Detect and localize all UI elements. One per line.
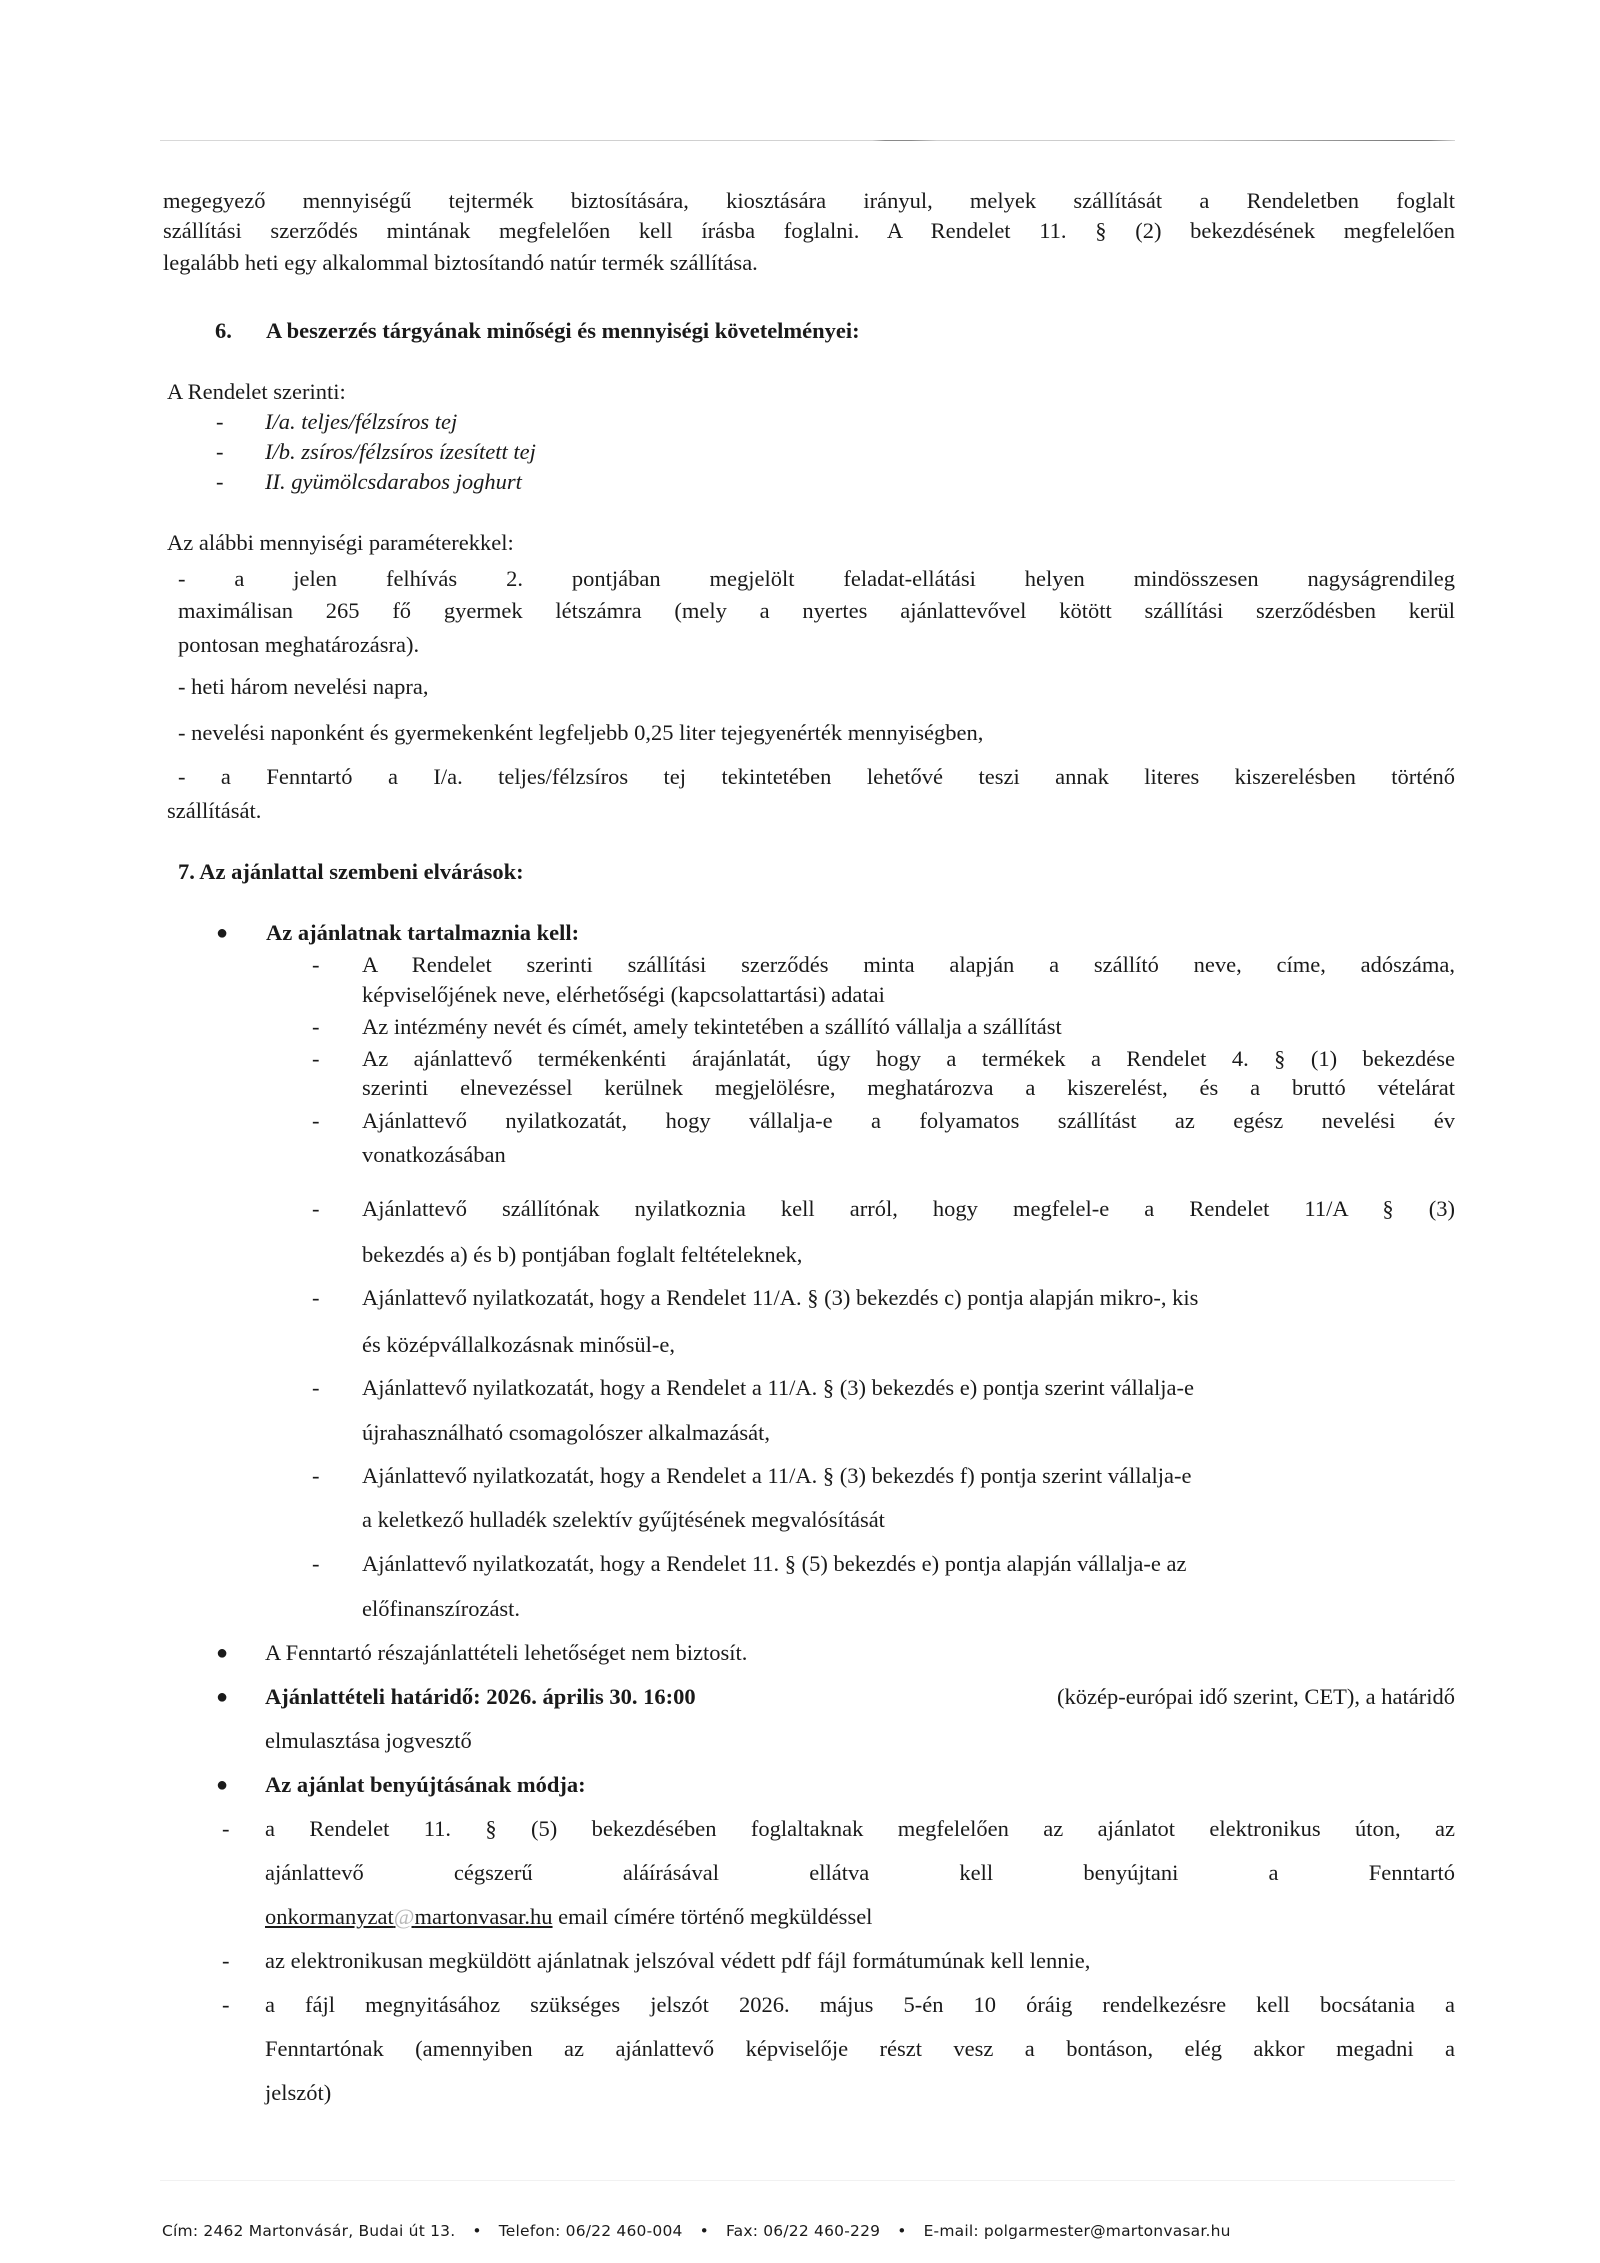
- email-domain: martonvasar.hu: [414, 1904, 553, 1929]
- section7-title: 7. Az ajánlattal szembeni elvárások:: [178, 859, 524, 884]
- content-item-cont: bekezdés a) és b) pontjában foglalt feltételeknek,: [362, 1242, 803, 1267]
- dash-marker: -: [222, 1992, 230, 2017]
- dash-marker: -: [216, 469, 224, 494]
- dash-marker: -: [216, 409, 224, 434]
- deadline-rest: (közép-európai idő szerint, CET), a határidő: [1057, 1684, 1455, 1709]
- email-at: @: [393, 1904, 415, 1929]
- footer-phone: Telefon: 06/22 460-004: [498, 2222, 683, 2240]
- content-item: A Rendelet szerinti szállítási szerződés minta alapján a szállító neve, címe, adószáma,: [362, 952, 1455, 977]
- content-item: Ajánlattevő nyilatkozatát, hogy a Rendelet 11/A. § (3) bekezdés c) pontja alapján mikro-, kis: [362, 1285, 1199, 1310]
- param-line: - a jelen felhívás 2. pontjában megjelölt feladat-ellátási helyen mindösszesen nagyságrendileg: [178, 566, 1455, 591]
- dash-marker: -: [312, 1014, 320, 1039]
- email-line-rest: email címére történő megküldéssel: [552, 1904, 873, 1929]
- footer-separator: •: [897, 2222, 907, 2240]
- content-item: Ajánlattevő nyilatkozatát, hogy a Rendelet a 11/A. § (3) bekezdés f) pontja szerint vállalja-e: [362, 1463, 1192, 1488]
- content-item-cont: és középvállalkozásnak minősül-e,: [362, 1332, 676, 1357]
- content-item: Ajánlattevő nyilatkozatát, hogy a Rendelet a 11/A. § (3) bekezdés e) pontja szerint vállalja-e: [362, 1375, 1194, 1400]
- deadline-line-2: elmulasztása jogvesztő: [265, 1728, 472, 1753]
- footer-separator: •: [699, 2222, 709, 2240]
- section6-number: 6.: [215, 318, 232, 343]
- param-line: - a Fenntartó a I/a. teljes/félzsíros tej tekintetében lehetővé teszi annak literes kiszerelésben történő: [178, 764, 1455, 789]
- bullet-marker: ●: [216, 1642, 229, 1664]
- dash-marker: -: [312, 1551, 320, 1576]
- content-item-cont: a keletkező hulladék szelektív gyűjtésének megvalósítását: [362, 1507, 885, 1532]
- content-item-cont: szerinti elnevezéssel kerülnek megjelölésre, meghatározva a kiszerelést, és a bruttó vételárat: [362, 1075, 1455, 1100]
- section6-intro: A Rendelet szerinti:: [167, 379, 346, 404]
- submission-heading: Az ajánlat benyújtásának módja:: [265, 1772, 586, 1797]
- content-item: Az ajánlattevő termékenkénti árajánlatát, úgy hogy a termékek a Rendelet 4. § (1) bekezdése: [362, 1046, 1455, 1071]
- submission-item-cont: ajánlattevő cégszerű aláírásával ellátva kell benyújtani a Fenntartó: [265, 1860, 1455, 1885]
- submission-item-email-line: [265, 1902, 872, 1932]
- partial-offer-note: A Fenntartó részajánlattételi lehetőséget nem biztosít.: [265, 1640, 748, 1665]
- content-item: Ajánlattevő szállítónak nyilatkoznia kell arról, hogy megfelel-e a Rendelet 11/A § (3): [362, 1196, 1455, 1221]
- dash-marker: -: [312, 1108, 320, 1133]
- footer-address: Cím: 2462 Martonvásár, Budai út 13.: [162, 2222, 456, 2240]
- content-item-cont: képviselőjének neve, elérhetőségi (kapcsolattartási) adatai: [362, 982, 885, 1007]
- param-line: maximálisan 265 fő gyermek létszámra (mely a nyertes ajánlattevővel kötött szállítási szerződésben kerül: [178, 598, 1455, 623]
- content-item-cont: újrahasználható csomagolószer alkalmazását,: [362, 1420, 770, 1445]
- intro-line-1: megegyező mennyiségű tejtermék biztosítására, kiosztására irányul, melyek szállítását a Rendeletben foglalt: [163, 188, 1455, 213]
- bullet-marker: ●: [216, 1686, 229, 1708]
- content-item: Az intézmény nevét és címét, amely tekintetében a szállító vállalja a szállítást: [362, 1014, 1062, 1039]
- content-item: Ajánlattevő nyilatkozatát, hogy a Rendelet 11. § (5) bekezdés e) pontja alapján vállalja-e az: [362, 1551, 1187, 1576]
- content-item-cont: előfinanszírozást.: [362, 1596, 521, 1621]
- dash-marker: -: [312, 1375, 320, 1400]
- dash-marker: -: [312, 1046, 320, 1071]
- dash-marker: -: [312, 1196, 320, 1221]
- product-item: I/b. zsíros/félzsíros ízesített tej: [265, 439, 536, 464]
- param-line: - nevelési naponként és gyermekenként legfeljebb 0,25 liter tejegyenérték mennyiségben,: [178, 720, 984, 745]
- intro-line-2: szállítási szerződés mintának megfelelően kell írásba foglalni. A Rendelet 11. § (2) bekezdésének megfelelően: [163, 218, 1455, 243]
- bullet-marker: ●: [216, 1774, 229, 1796]
- header-rule: [160, 140, 1455, 141]
- dash-marker: -: [312, 1463, 320, 1488]
- footer: [162, 2222, 1231, 2240]
- submission-item: az elektronikusan megküldött ajánlatnak jelszóval védett pdf fájl formátumúnak kell lennie,: [265, 1948, 1091, 1973]
- footer-rule: [160, 2180, 1455, 2181]
- submission-item: a Rendelet 11. § (5) bekezdésében foglaltaknak megfelelően az ajánlatot elektronikus úton, az: [265, 1816, 1455, 1841]
- params-intro: Az alábbi mennyiségi paraméterekkel:: [167, 530, 514, 555]
- bullet-marker: ●: [216, 922, 229, 944]
- param-line: pontosan meghatározásra).: [178, 632, 420, 657]
- email-link[interactable]: [265, 1904, 553, 1929]
- footer-email[interactable]: E-mail: polgarmester@martonvasar.hu: [923, 2222, 1231, 2240]
- submission-item-cont: jelszót): [265, 2080, 332, 2105]
- section6-title: A beszerzés tárgyának minőségi és mennyiségi követelményei:: [266, 318, 860, 343]
- content-item: Ajánlattevő nyilatkozatát, hogy vállalja-e a folyamatos szállítást az egész nevelési év: [362, 1108, 1455, 1133]
- product-item: I/a. teljes/félzsíros tej: [265, 409, 458, 434]
- footer-separator: •: [472, 2222, 482, 2240]
- submission-item: a fájl megnyitásához szükséges jelszót 2026. május 5-én 10 óráig rendelkezésre kell bocsátania a: [265, 1992, 1455, 2017]
- footer-fax: Fax: 06/22 460-229: [725, 2222, 881, 2240]
- deadline-label: Ajánlattételi határidő: 2026. április 30. 16:00: [265, 1684, 696, 1709]
- dash-marker: -: [312, 1285, 320, 1310]
- product-item: II. gyümölcsdarabos joghurt: [265, 469, 522, 494]
- dash-marker: -: [222, 1816, 230, 1841]
- content-item-cont: vonatkozásában: [362, 1142, 506, 1167]
- submission-item-cont: Fenntartónak (amennyiben az ajánlattevő képviselője részt vesz a bontáson, elég akkor megadni a: [265, 2036, 1455, 2061]
- param-line: - heti három nevelési napra,: [178, 674, 429, 699]
- dash-marker: -: [222, 1948, 230, 1973]
- email-user: onkormanyzat: [265, 1904, 394, 1929]
- dash-marker: -: [312, 952, 320, 977]
- content-heading: Az ajánlatnak tartalmaznia kell:: [266, 920, 580, 945]
- deadline-line: [265, 1682, 1455, 1712]
- dash-marker: -: [216, 439, 224, 464]
- intro-line-3: legalább heti egy alkalommal biztosítandó natúr termék szállítása.: [163, 250, 758, 275]
- param-line: szállítását.: [167, 798, 262, 823]
